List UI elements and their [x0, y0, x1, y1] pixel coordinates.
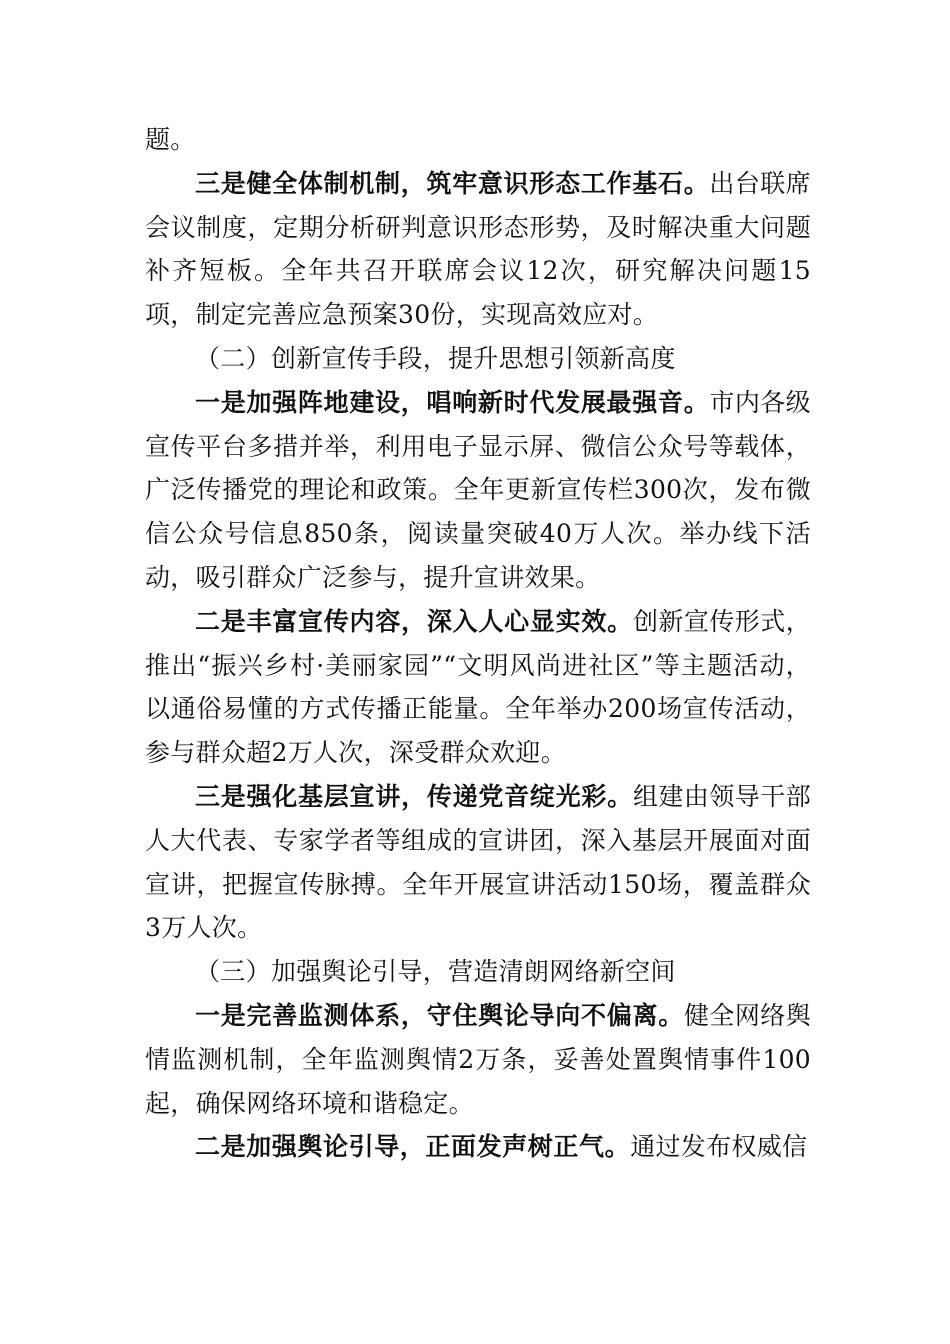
paragraph-opinion-guidance	[145, 1125, 811, 1169]
section-heading-3: （三）加强舆论引导，营造清朗网络新空间	[195, 957, 676, 987]
paragraph-text: 健全网络舆情监测机制，全年监测舆情2万条，妥善处置舆情事件100起，确保网络环境和谐稳定。	[145, 1000, 811, 1118]
paragraph-text: 出台联席会议制度，定期分析研判意识形态形势，及时解决重大问题补齐短板。全年共召开联席会议12次，研究解决问题15项，制定完善应急预案30份，实现高效应对。	[145, 168, 811, 330]
paragraph-text: 通过发布权威信	[630, 1132, 808, 1162]
paragraph-text: 市内各级宣传平台多措并举，利用电子显示屏、微信公众号等载体，广泛传播党的理论和政策。全年更新宣传栏300次，发布微信公众号信息850条，阅读量突破40万人次。举办线下活动，吸引群众广泛参与，提升宣讲效果。	[145, 387, 811, 592]
paragraph-text: 组建由领导干部人大代表、专家学者等组成的宣讲团，深入基层开展面对面宣讲，把握宣传脉搏。全年开展宣讲活动150场，覆盖群众3万人次。	[145, 781, 812, 943]
paragraph-lead: 一是加强阵地建设，唱响新时代发展最强音。	[195, 387, 710, 417]
paragraph-lead: 三是健全体制机制，筑牢意识形态工作基石。	[195, 168, 710, 198]
section-heading-2: （二）创新宣传手段，提升思想引领新高度	[195, 343, 676, 373]
paragraph-lead: 二是加强舆论引导，正面发声树正气。	[195, 1132, 631, 1162]
paragraph-text: 题。	[145, 125, 196, 154]
paragraph-platform-building	[145, 381, 811, 600]
paragraph-lead: 一是完善监测体系，守住舆论导向不偏离。	[195, 1000, 684, 1030]
paragraph-grassroots-lectures	[145, 775, 811, 950]
paragraph-lead: 二是丰富宣传内容，深入人心显实效。	[195, 606, 633, 636]
paragraph-monitoring-system	[145, 994, 811, 1125]
paragraph-lead: 三是强化基层宣讲，传递党音绽光彩。	[195, 781, 633, 811]
paragraph-text: 创新宣传形式，推出“振兴乡村·美丽家园”“文明风尚进社区”等主题活动，以通俗易懂的方式传播正能量。全年举办200场宣传活动，参与群众超2万人次，深受群众欢迎。	[145, 606, 812, 768]
paragraph-institutional-mechanism	[145, 162, 811, 337]
document-body	[145, 118, 811, 1169]
paragraph-content-enrichment	[145, 600, 811, 775]
paragraph-continuation	[145, 118, 811, 162]
